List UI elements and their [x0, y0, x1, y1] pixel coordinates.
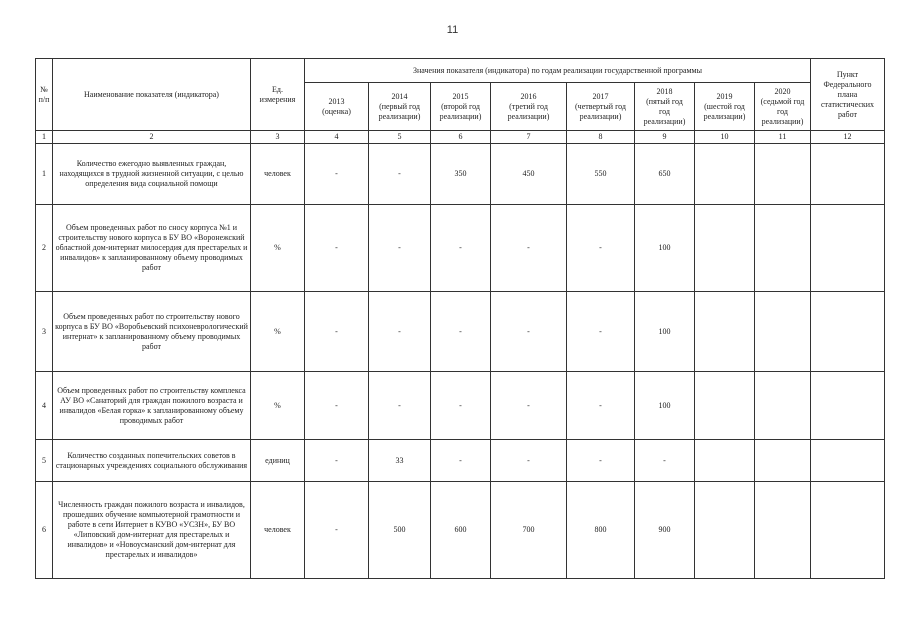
header-indicator-name: Наименование показателя (индикатора): [53, 59, 251, 131]
indicator-name: Объем проведенных работ по сносу корпуса №1 и строительству нового корпуса в БУ ВО «Воронежский областной дом-интернат милосердия для престарелых и инвалидов» к запланированному объему проводимых работ: [53, 205, 251, 292]
value-cell: -: [369, 144, 431, 205]
row-number: 6: [36, 482, 53, 579]
header-values-group: Значения показателя (индикатора) по годам реализации государственной программы: [305, 59, 811, 83]
table-row: [36, 205, 885, 292]
indicator-name: Количество ежегодно выявленных граждан, находящихся в трудной жизненной ситуации, с целью определения вида социальной помощи: [53, 144, 251, 205]
value-cell: 650: [635, 144, 695, 205]
header-year-2015: 2015 (второй год реализации): [431, 83, 491, 131]
value-cell: -: [635, 440, 695, 482]
value-cell: 100: [635, 372, 695, 440]
value-cell: -: [369, 372, 431, 440]
header-year-2016: 2016 (третий год реализации): [491, 83, 567, 131]
value-cell: [755, 144, 811, 205]
value-cell: [755, 292, 811, 372]
value-cell: -: [369, 292, 431, 372]
column-number: 8: [567, 131, 635, 144]
indicator-name: Объем проведенных работ по строительству нового корпуса в БУ ВО «Воробьевский психоневрологический интернат» к запланированному объему проводимых работ: [53, 292, 251, 372]
column-number-row: [36, 131, 885, 144]
value-cell: 700: [491, 482, 567, 579]
value-cell: -: [567, 292, 635, 372]
value-cell: -: [305, 292, 369, 372]
table-row: [36, 482, 885, 579]
value-cell: 450: [491, 144, 567, 205]
value-cell: [755, 482, 811, 579]
header-year-2014: 2014 (первый год реализации): [369, 83, 431, 131]
row-number: 1: [36, 144, 53, 205]
value-cell: 500: [369, 482, 431, 579]
row-number: 5: [36, 440, 53, 482]
table-row: [36, 292, 885, 372]
value-cell: -: [431, 372, 491, 440]
value-cell: [695, 205, 755, 292]
header-year-2019: 2019 (шестой год реализации): [695, 83, 755, 131]
column-number: 12: [811, 131, 885, 144]
table-row: [36, 372, 885, 440]
value-cell: -: [431, 292, 491, 372]
column-number: 10: [695, 131, 755, 144]
table-row: [36, 144, 885, 205]
header-year-2020: 2020 (седьмой год год реализации): [755, 83, 811, 131]
value-cell: -: [431, 440, 491, 482]
value-cell: 100: [635, 205, 695, 292]
header-year-2017: 2017 (четвертый год реализации): [567, 83, 635, 131]
unit-cell: единиц: [251, 440, 305, 482]
value-cell: -: [567, 205, 635, 292]
header-number: № п/п: [36, 59, 53, 131]
column-number: 9: [635, 131, 695, 144]
federal-plan-cell: [811, 292, 885, 372]
value-cell: -: [431, 205, 491, 292]
value-cell: 550: [567, 144, 635, 205]
value-cell: 900: [635, 482, 695, 579]
header-year-2018: 2018 (пятый год год реализации): [635, 83, 695, 131]
value-cell: 33: [369, 440, 431, 482]
value-cell: [755, 440, 811, 482]
row-number: 2: [36, 205, 53, 292]
header-year-2013: 2013 (оценка): [305, 83, 369, 131]
value-cell: -: [491, 440, 567, 482]
value-cell: [695, 144, 755, 205]
value-cell: [755, 372, 811, 440]
value-cell: 100: [635, 292, 695, 372]
page-number: 11: [446, 24, 459, 36]
value-cell: -: [491, 372, 567, 440]
header-row-top: [36, 59, 885, 83]
value-cell: [695, 482, 755, 579]
header-federal-plan: Пункт Федерального плана статистических работ: [811, 59, 885, 131]
value-cell: -: [305, 372, 369, 440]
value-cell: [695, 292, 755, 372]
table-row: [36, 440, 885, 482]
column-number: 7: [491, 131, 567, 144]
value-cell: -: [491, 205, 567, 292]
indicator-name: Численность граждан пожилого возраста и инвалидов, прошедших обучение компьютерной грамотности и работе в сети Интернет в КУВО «УСЗН», БУ ВО «Липовский дом-интернат для престарелых и инвалидов» и «Новоусманский дом-интернат для престарелых и инвалидов»: [53, 482, 251, 579]
value-cell: -: [567, 440, 635, 482]
value-cell: -: [305, 205, 369, 292]
row-number: 3: [36, 292, 53, 372]
unit-cell: человек: [251, 144, 305, 205]
indicators-table: [35, 58, 885, 579]
column-number: 5: [369, 131, 431, 144]
column-number: 6: [431, 131, 491, 144]
value-cell: 600: [431, 482, 491, 579]
federal-plan-cell: [811, 372, 885, 440]
value-cell: -: [369, 205, 431, 292]
column-number: 4: [305, 131, 369, 144]
unit-cell: %: [251, 205, 305, 292]
value-cell: [695, 372, 755, 440]
value-cell: 800: [567, 482, 635, 579]
indicator-name: Объем проведенных работ по строительству комплекса АУ ВО «Санаторий для граждан пожилого возраста и инвалидов «Белая горка» к запланированному объему проводимых работ: [53, 372, 251, 440]
header-unit: Ед. измерения: [251, 59, 305, 131]
federal-plan-cell: [811, 205, 885, 292]
value-cell: -: [567, 372, 635, 440]
column-number: 1: [36, 131, 53, 144]
value-cell: -: [491, 292, 567, 372]
federal-plan-cell: [811, 440, 885, 482]
unit-cell: человек: [251, 482, 305, 579]
value-cell: -: [305, 482, 369, 579]
indicator-name: Количество созданных попечительских советов в стационарных учреждениях социального обслуживания: [53, 440, 251, 482]
row-number: 4: [36, 372, 53, 440]
federal-plan-cell: [811, 482, 885, 579]
value-cell: 350: [431, 144, 491, 205]
value-cell: [695, 440, 755, 482]
unit-cell: %: [251, 372, 305, 440]
unit-cell: %: [251, 292, 305, 372]
value-cell: -: [305, 440, 369, 482]
column-number: 11: [755, 131, 811, 144]
column-number: 3: [251, 131, 305, 144]
value-cell: [755, 205, 811, 292]
column-number: 2: [53, 131, 251, 144]
value-cell: -: [305, 144, 369, 205]
federal-plan-cell: [811, 144, 885, 205]
